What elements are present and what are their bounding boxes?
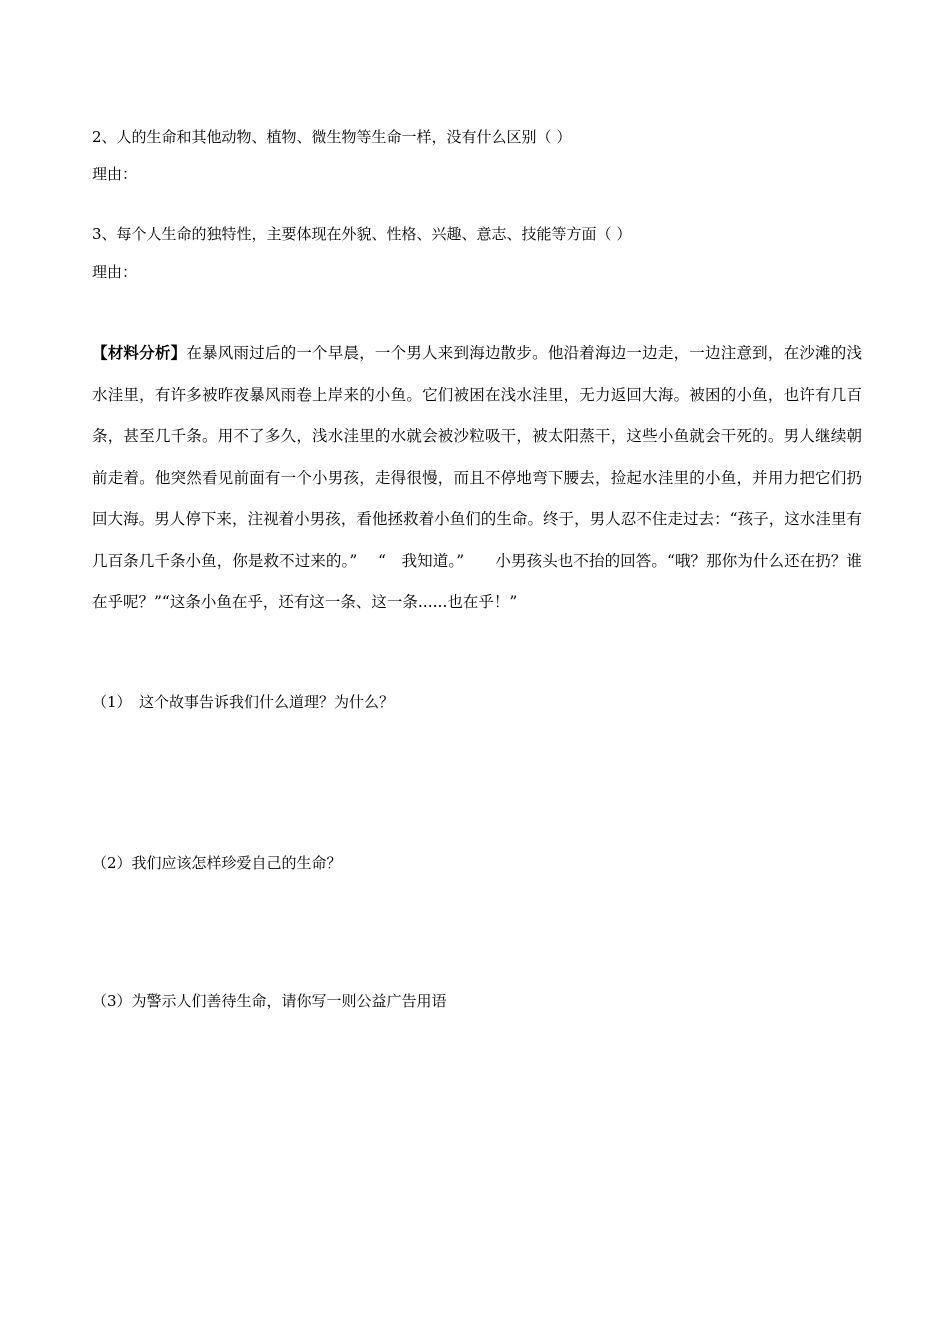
reason-label-2: 理由： [92, 165, 138, 183]
question-3: （3）为警示人们善待生命，请你写一则公益广告用语 [92, 992, 447, 1010]
material-analysis-paragraph [92, 333, 862, 624]
judgement-item-3: 3、每个人生命的独特性，主要体现在外貌、性格、兴趣、意志、技能等方面（ ） [92, 225, 632, 243]
material-analysis-text: 在暴风雨过后的一个早晨，一个男人来到海边散步。他沿着海边一边走，一边注意到，在沙滩的浅水洼里，有许多被昨夜暴风雨卷上岸来的小鱼。它们被困在浅水洼里，无力返回大海。被困的小鱼，也许有几百条，甚至几千条。用不了多久，浅水洼里的水就会被沙粒吸干，被太阳蒸干，这些小鱼就会干死的。男人继续朝前走着。他突然看见前面有一个小男孩，走得很慢，而且不停地弯下腰去，捡起水洼里的小鱼，并用力把它们扔回大海。男人停下来，注视着小男孩，看他拯救着小鱼们的生命。终于，男人忍不住走过去：“孩子，这水洼里有几百条几千条小鱼，你是救不过来的。” “ 我知道。” 小男孩头也不抬的回答。“哦？那你为什么还在扔？谁在乎呢？”“这条小鱼在乎，还有这一条、这一条......也在乎！” [92, 344, 862, 611]
question-1: （1） 这个故事告诉我们什么道理？为什么？ [92, 693, 395, 711]
material-analysis-heading: 【材料分析】 [92, 344, 187, 362]
reason-label-3: 理由： [92, 263, 138, 281]
judgement-item-2: 2、人的生命和其他动物、植物、微生物等生命一样，没有什么区别（ ） [92, 128, 572, 146]
question-2: （2）我们应该怎样珍爱自己的生命？ [92, 854, 342, 872]
